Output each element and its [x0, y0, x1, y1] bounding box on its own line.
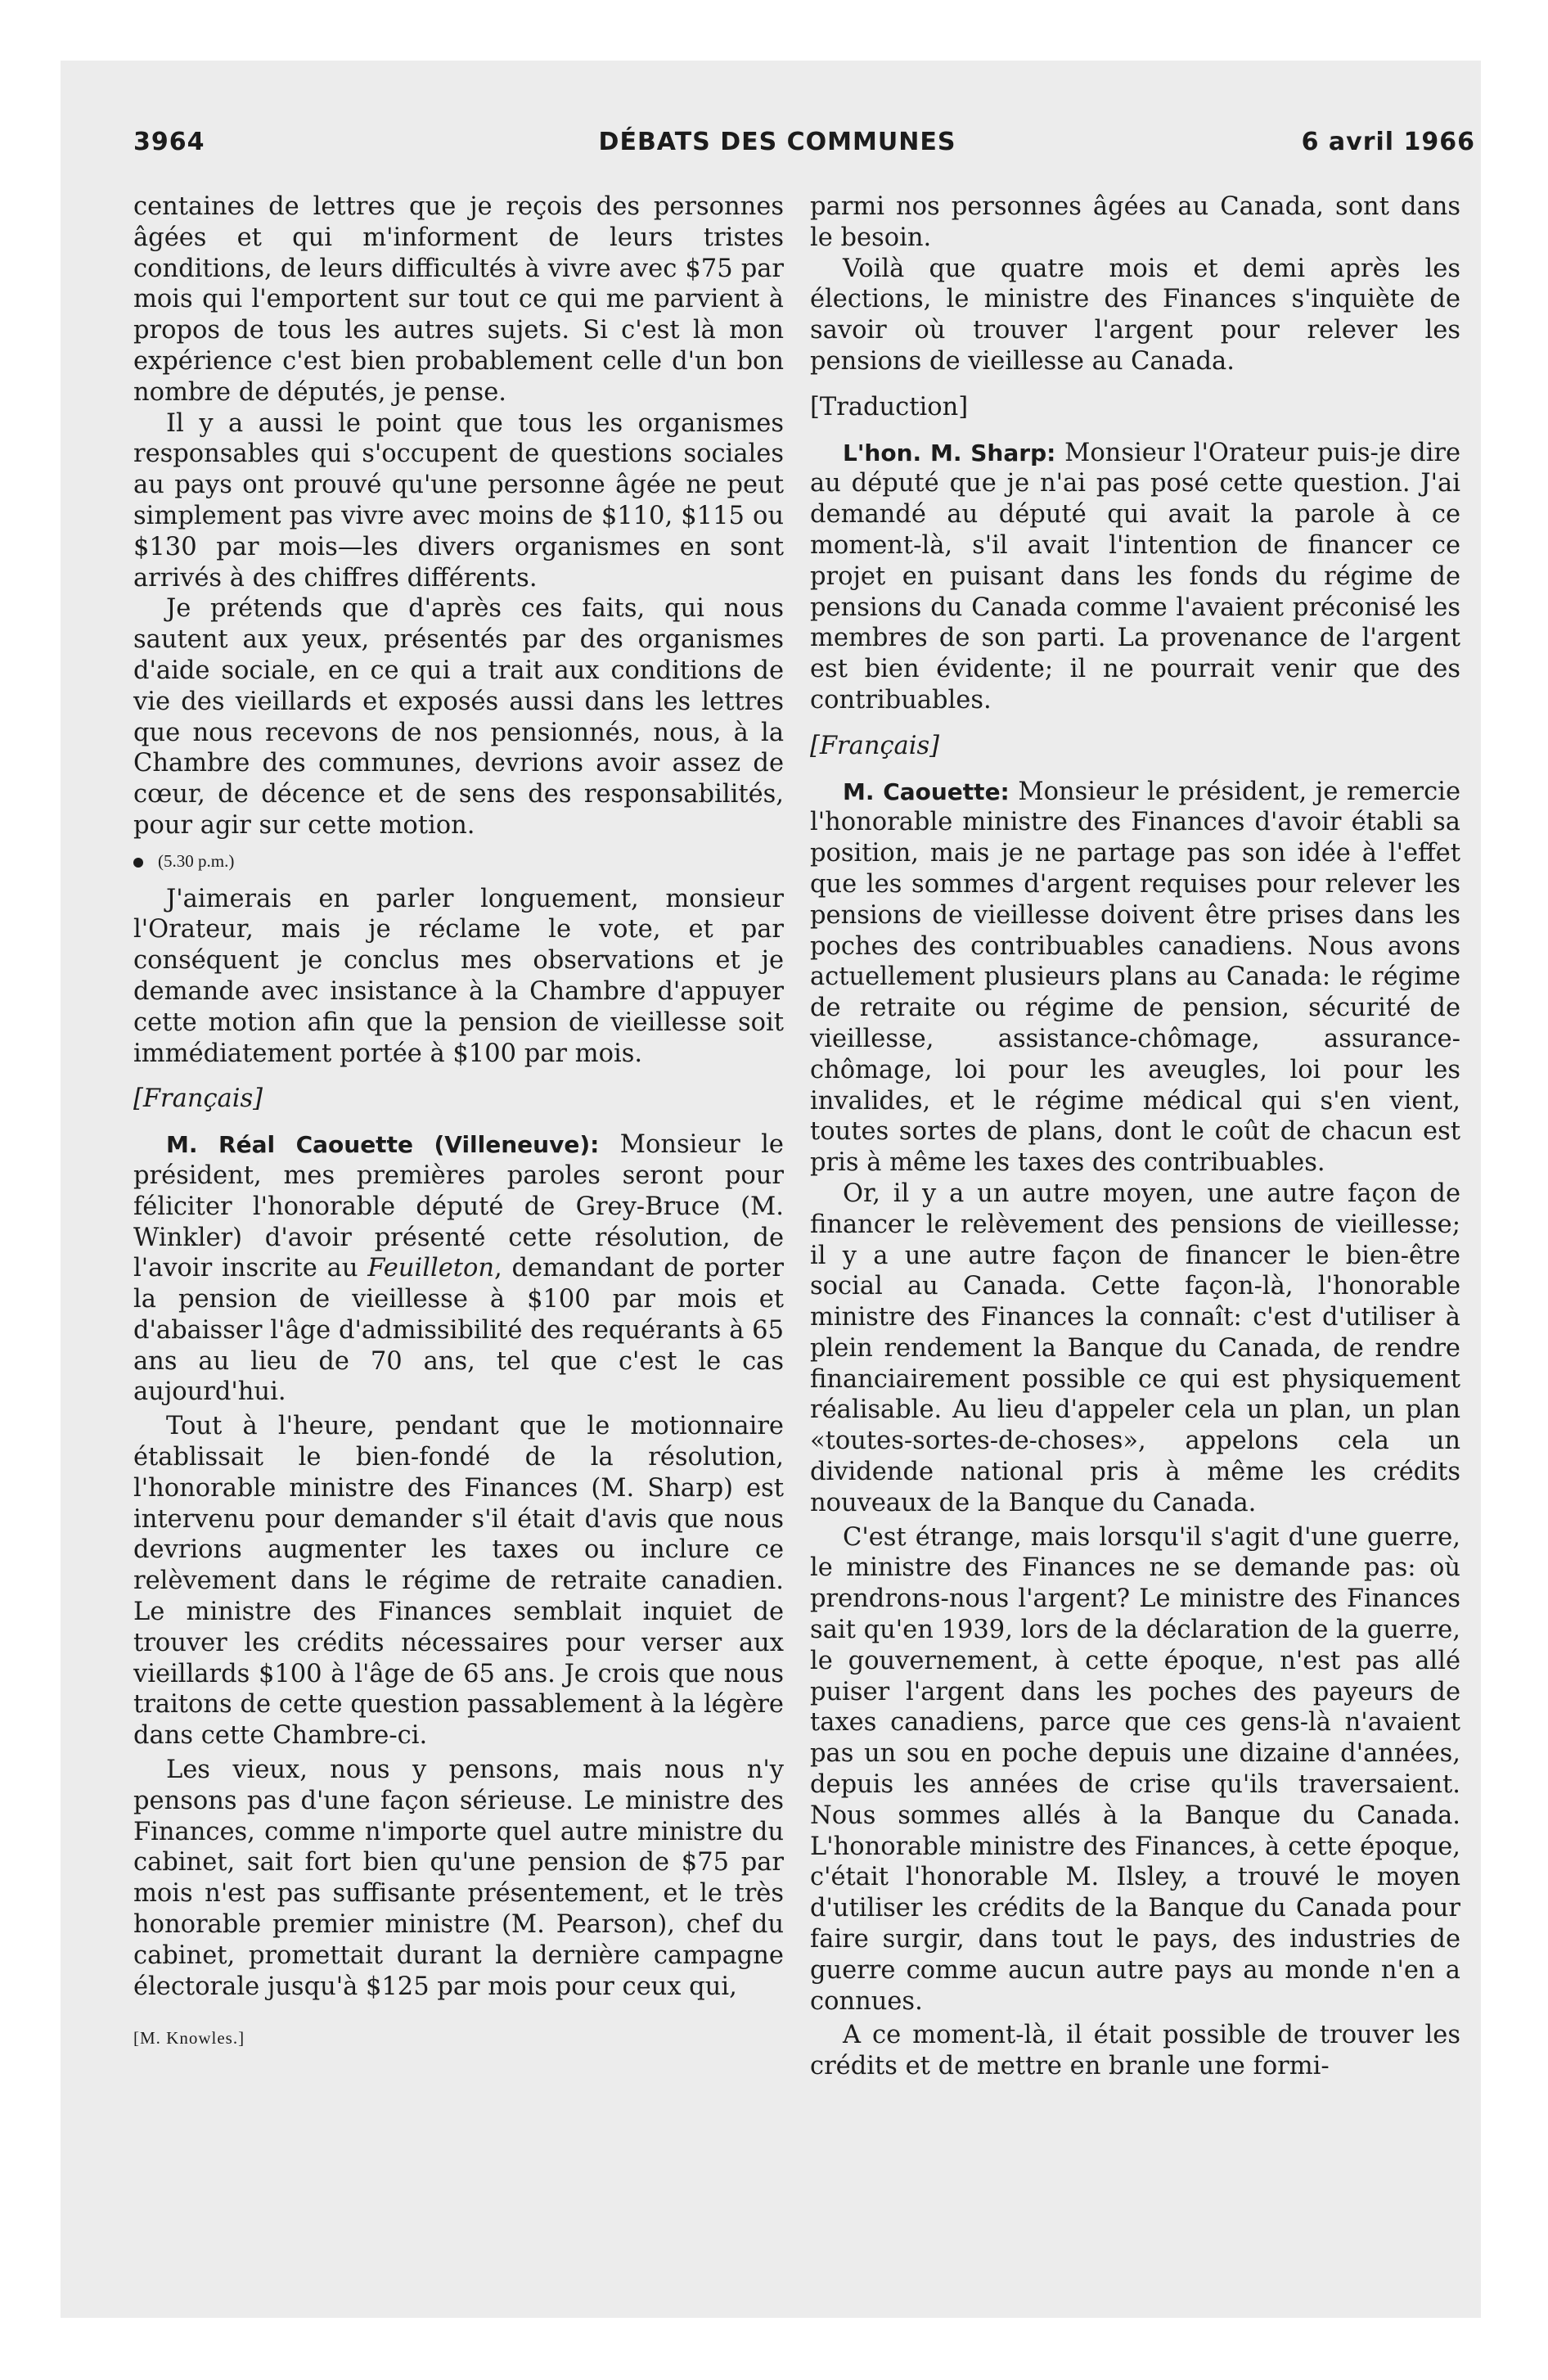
paragraph: centaines de lettres que je reçois des personnes âgées et qui m'informent de leurs tristes conditions, de leurs difficultés à vivre avec $75 par mois qui l'emportent sur tout ce qui me parvient à propos de tous les autres sujets. Si c'est là mon expérience c'est bien probablement celle d'un bon nombre de députés, je pense. — [133, 192, 784, 407]
italic-term: Feuilleton — [367, 1254, 495, 1283]
time-stamp: (5.30 p.m.) — [158, 850, 235, 871]
right-column — [810, 192, 1460, 2082]
speech-text: Monsieur le président, je remercie l'honorable ministre des Finances d'avoir établi sa position, mais je ne partage pas son idée à l'effet que les sommes d'argent requises pour relever les pensions de vieillesse doivent être prises dans les poches des contribuables canadiens. Nous avons actuellement plusieurs plans au Canada: le régime de retraite ou régime de pension, sécurité de vieillesse, assistance-chômage, assurance-chômage, loi pour les aveugles, loi pour les invalides, et le régime médical qui s'en vient, toutes sortes de plans, dont le coût de chacun est pris à même les taxes des contribuables. — [810, 777, 1460, 1178]
paragraph: J'aimerais en parler longuement, monsieur l'Orateur, mais je réclame le vote, et par conséquent je conclus mes observations et je demande avec insistance à la Chambre d'appuyer cette motion afin que la pension de vieillesse soit immédiatement portée à $100 par mois. — [133, 884, 784, 1068]
language-label: [Français] — [810, 731, 940, 760]
language-label: [Français] — [133, 1084, 263, 1114]
language-label: [Traduction] — [810, 392, 969, 421]
paragraph: Je prétends que d'après ces faits, qui nous sautent aux yeux, présentés par des organismes d'aide sociale, en ce qui a trait aux conditions de vie des vieillards et exposés aussi dans les lettres que nous recevons de nos pensionnés, nous, à la Chambre des communes, devrions avoir assez de cœur, de décence et de sens des responsabilités, pour agir sur cette motion. — [133, 594, 784, 840]
speech-text: , demandant de porter la pension de vieillesse à $100 par mois et d'abaisser l'âge d'admissibilité des requérants à 65 ans au lieu de 70 ans, tel que c'est le cas aujourd'hui. — [133, 1254, 784, 1407]
speaker-name: L'hon. M. Sharp: — [843, 439, 1056, 467]
speaker-name: M. Caouette: — [843, 778, 1010, 805]
publication-title: DÉBATS DES COMMUNES — [598, 128, 956, 156]
paragraph: parmi nos personnes âgées au Canada, sont dans le besoin. — [810, 192, 1460, 252]
speech-paragraph — [810, 438, 1460, 716]
speaker-reference: [M. Knowles.] — [133, 2028, 245, 2049]
paragraph: A ce moment-là, il était possible de trouver les crédits et de mettre en branle une formi- — [810, 2021, 1460, 2081]
bullet-icon — [133, 858, 143, 868]
paragraph: Les vieux, nous y pensons, mais nous n'y pensons pas d'une façon sérieuse. Le ministre des Finances, comme n'importe quel autre ministre du cabinet, sait fort bien qu'une pension de $75 par mois n'est pas suffisante présentement, et le très honorable premier ministre (M. Pearson), chef du cabinet, promettait durant la dernière campagne électorale jusqu'à $125 par mois pour ceux qui, — [133, 1756, 784, 2001]
page-number: 3964 — [133, 128, 205, 156]
paragraph: C'est étrange, mais lorsqu'il s'agit d'une guerre, le ministre des Finances ne se demande pas: où prendrons-nous l'argent? Le ministre des Finances sait qu'en 1939, lors de la déclaration de la guerre, le gouvernement, à cette époque, n'est pas allé puiser l'argent dans les poches des payeurs de taxes canadiens, parce que ces gens-là n'avaient pas un sou en poche depuis une dizaine d'années, depuis les années de crise qu'ils traversaient. Nous sommes allés à la Banque du Canada. L'honorable ministre des Finances, à cette époque, c'était l'honorable M. Ilsley, a trouvé le moyen d'utiliser les crédits de la Banque du Canada pour faire surgir, dans tout le pays, des industries de guerre comme aucun autre pays au monde n'en a connues. — [810, 1522, 1460, 2016]
left-column — [133, 192, 784, 2054]
page-date: 6 avril 1966 — [1301, 128, 1475, 156]
speech-text: Monsieur l'Orateur puis-je dire au député que je n'ai pas posé cette question. J'ai demandé au député qui avait la parole à ce moment-là, s'il avait l'intention de financer ce projet en puisant dans les fonds du régime de pensions du Canada comme l'avaient préconisé les membres de son parti. La provenance de l'argent est bien évidente; il ne pourrait venir que des contribuables. — [810, 438, 1461, 714]
paragraph: Voilà que quatre mois et demi après les élections, le ministre des Finances s'inquiète de savoir où trouver l'argent pour relever les pensions de vieillesse au Canada. — [810, 254, 1460, 376]
speaker-name: M. Réal Caouette (Villeneuve): — [166, 1131, 600, 1159]
speech-paragraph — [810, 777, 1460, 1179]
time-marker — [133, 846, 784, 877]
paragraph: Tout à l'heure, pendant que le motionnaire établissait le bien-fondé de la résolution, l'honorable ministre des Finances (M. Sharp) est intervenu pour demander s'il était d'avis que nous devrions augmenter les taxes ou inclure ce relèvement dans le régime de retraite canadien. Le ministre des Finances semblait inquiet de trouver les crédits nécessaires pour verser aux vieillards $100 à l'âge de 65 ans. Je crois que nous traitons de cette question passablement à la légère dans cette Chambre-ci. — [133, 1412, 784, 1751]
speech-paragraph — [133, 1129, 784, 1408]
running-header — [76, 128, 1478, 169]
paragraph: Or, il y a un autre moyen, une autre façon de financer le relèvement des pensions de vieillesse; il y a une autre façon de financer le bien-être social au Canada. Cette façon-là, l'honorable ministre des Finances la connaît: c'est d'utiliser à plein rendement la Banque du Canada, de rendre financiairement possible ce qui est physiquement réalisable. Au lieu d'appeler cela un plan, un plan «toutes-sortes-de-choses», appelons cela un dividende national pris à même les crédits nouveaux de la Banque du Canada. — [810, 1179, 1460, 1517]
speech-text: Monsieur le président, mes premières paroles seront pour féliciter l'honorable député de Grey-Bruce (M. Winkler) d'avoir présenté cette résolution, de l'avoir inscrite au — [133, 1130, 784, 1283]
paragraph: Il y a aussi le point que tous les organismes responsables qui s'occupent de questions sociales au pays ont prouvé qu'une personne âgée ne peut simplement pas vivre avec moins de $110, $115 ou $130 par mois—les divers organismes en sont arrivés à des chiffres différents. — [133, 408, 784, 593]
